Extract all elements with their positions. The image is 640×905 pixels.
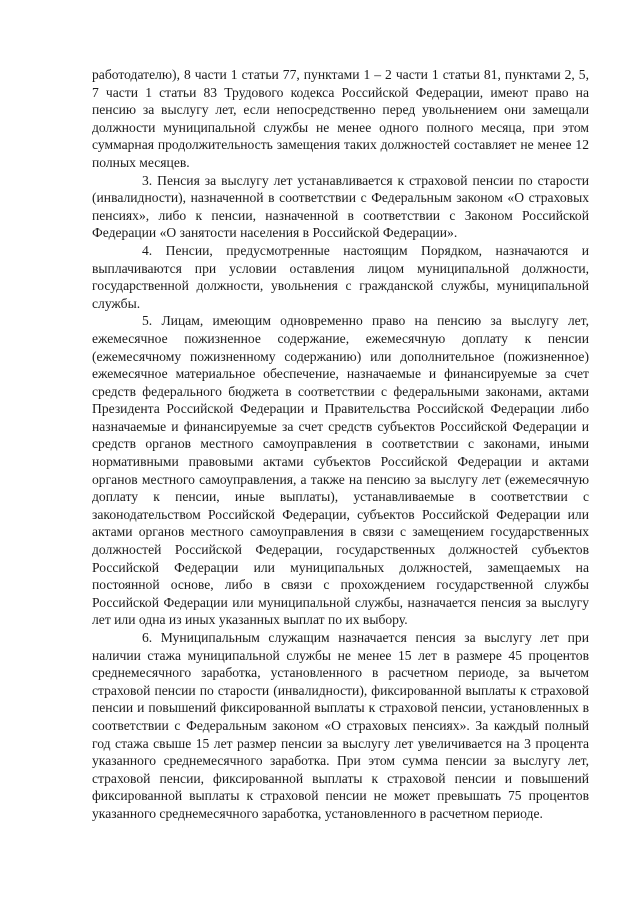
paragraph-3: 3. Пенсия за выслугу лет устанавливается к страховой пенсии по старости (инвалидности), назначенной в соответствии с Федеральным законом «О страховых пенсиях», либо к пенсии, назначенной в соответствии с Законом Российской Федерации «О занятости населения в Российской Федерации». <box>92 172 589 241</box>
paragraph-5: 5. Лицам, имеющим одновременно право на пенсию за выслугу лет, ежемесячное пожизненное содержание, ежемесячную доплату к пенсии (ежемесячному пожизненному содержанию) или дополнительное (пожизненное) ежемесячное материальное обеспечение, назначаемые и финансируемые за счет средств федерального бюджета в соответствии с федеральными законами, актами Президента Российской Федерации и Правительства Российской Федерации либо назначаемые и финансируемые за счет средств субъектов Российской Федерации и средств органов местного самоуправления в соответствии с законами, иными нормативными правовыми актами субъектов Российской Федерации и актами органов местного самоуправления, а также на пенсию за выслугу лет (ежемесячную доплату к пенсии, иные выплаты), устанавливаемые в соответствии с законодательством Российской Федерации, субъектов Российской Федерации или актами органов местного самоуправления в связи с замещением государственных должностей Российской Федерации, государственных должностей субъектов Российской Федерации или муниципальных должностей, замещаемых на постоянной основе, либо в связи с прохождением государственной службы Российской Федерации или муниципальной службы, назначается пенсия за выслугу лет или одна из иных указанных выплат по их выбору. <box>92 313 589 628</box>
document-page <box>92 66 589 823</box>
paragraph-4: 4. Пенсии, предусмотренные настоящим Порядком, назначаются и выплачиваются при условии оставления лицом муниципальной должности, государственной должности, увольнения с гражданской службы, муниципальной службы. <box>92 242 589 311</box>
paragraph-continuation: работодателю), 8 части 1 статьи 77, пунктами 1 – 2 части 1 статьи 81, пунктами 2, 5, 7 части 1 статьи 83 Трудового кодекса Российской Федерации, имеют право на пенсию за выслугу лет, если непосредственно перед увольнением они замещали должности муниципальной службы не менее одного полного месяца, при этом суммарная продолжительность замещения таких должностей составляет не менее 12 полных месяцев. <box>92 67 589 170</box>
paragraph-6: 6. Муниципальным служащим назначается пенсия за выслугу лет при наличии стажа муниципальной службы не менее 15 лет в размере 45 процентов среднемесячного заработка, установленного в расчетном периоде, за вычетом страховой пенсии по старости (инвалидности), фиксированной выплаты к страховой пенсии и повышений фиксированной выплаты к страховой пенсии, установленных в соответствии с Федеральным законом «О страховых пенсиях». За каждый полный год стажа свыше 15 лет размер пенсии за выслугу лет увеличивается на 3 процента указанного среднемесячного заработка. При этом сумма пенсии за выслугу лет, страховой пенсии, фиксированной выплаты к страховой пенсии и повышений фиксированной выплаты к страховой пенсии не может превышать 75 процентов указанного среднемесячного заработка, установленного в расчетном периоде. <box>92 630 589 821</box>
